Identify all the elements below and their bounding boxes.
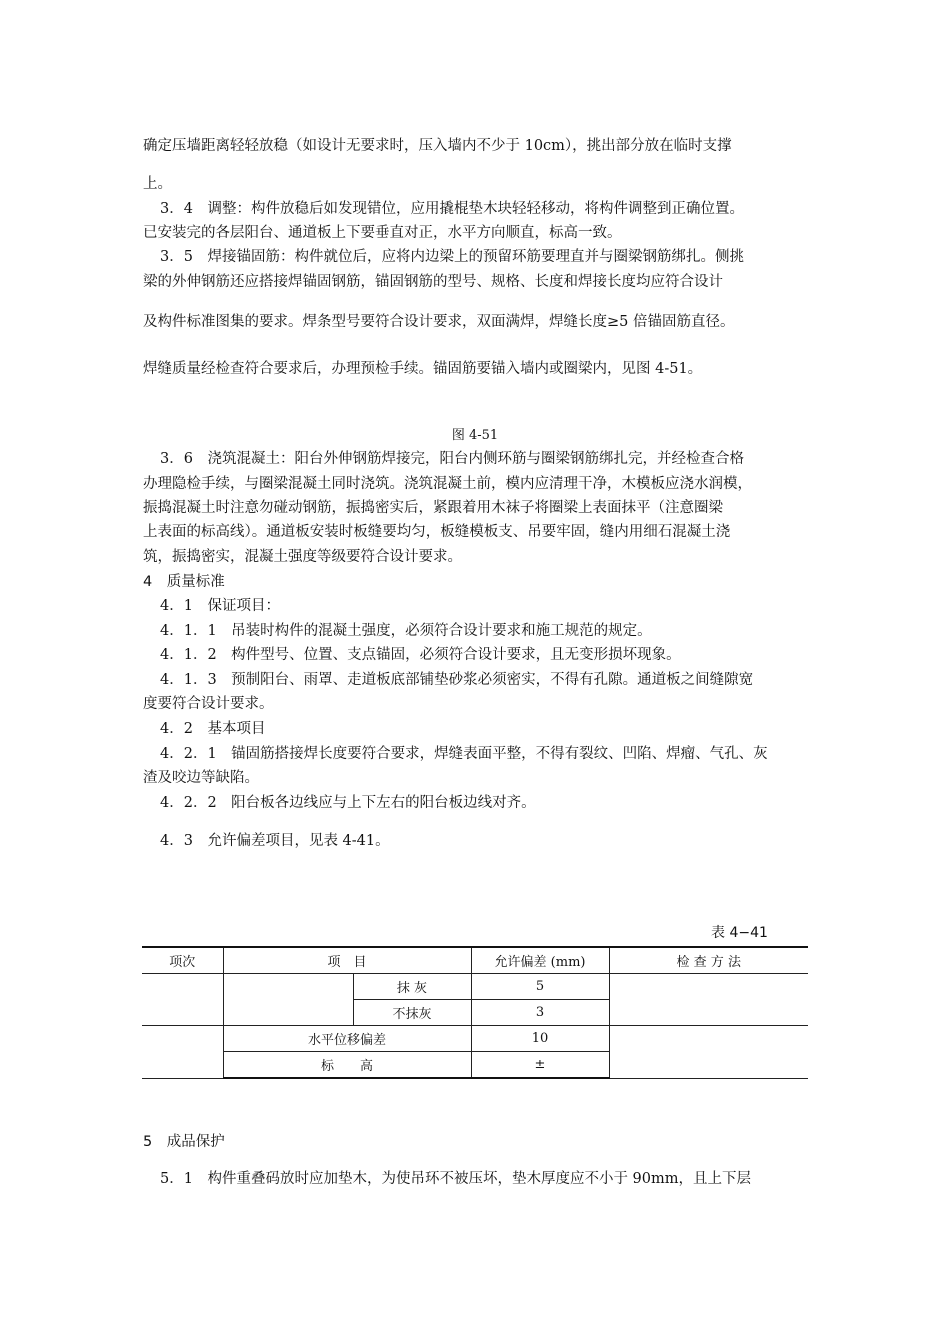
paragraph-line: 4．1．3 预制阳台、雨罩、走道板底部铺垫砂浆必须密实，不得有孔隙。通道板之间缝隙宽 — [160, 672, 754, 688]
paragraph-line: 渣及咬边等缺陷。 — [143, 770, 259, 786]
paragraph-line: 上。 — [143, 176, 172, 192]
paragraph-line: 确定压墙距离轻轻放稳（如设计无要求时，压入墙内不少于 10cm），挑出部分放在临时支撑 — [143, 138, 732, 154]
paragraph-line: 4．2．1 锚固筋搭接焊长度要符合要求，焊缝表面平整，不得有裂纹、凹陷、焊瘤、气孔、灰 — [160, 746, 768, 762]
paragraph-line: 5．1 构件重叠码放时应加垫木，为使吊环不被压坏，垫木厚度应不小于 90mm，且上下层 — [160, 1171, 752, 1187]
header-cell: 项次 — [142, 947, 223, 974]
figure-caption: 图 4-51 — [451, 428, 499, 443]
paragraph-line: 3．4 调整：构件放稳后如发现错位，应用撬棍垫木块轻轻移动，将构件调整到正确位置。 — [160, 201, 744, 217]
paragraph-line: 度要符合设计要求。 — [143, 696, 274, 712]
paragraph-line: 梁的外伸钢筋还应搭接焊锚固钢筋，锚固钢筋的型号、规格、长度和焊接长度均应符合设计 — [143, 274, 723, 290]
header-cell: 允许偏差 (mm) — [471, 947, 609, 974]
paragraph-line: 4．1．1 吊装时构件的混凝土强度，必须符合设计要求和施工规范的规定。 — [160, 623, 652, 639]
table-header-row — [142, 947, 808, 974]
section-heading: 5 成品保护 — [143, 1134, 225, 1150]
table-cell: 水平位移偏差 — [223, 1026, 471, 1052]
table-cell — [142, 974, 223, 1026]
paragraph-line: 上表面的标高线）。通道板安装时板缝要均匀，板缝模板支、吊要牢固，缝内用细石混凝土浇 — [143, 524, 731, 540]
paragraph-line: 筑，振捣密实，混凝土强度等级要符合设计要求。 — [143, 549, 462, 565]
table-cell — [142, 1026, 223, 1079]
table-cell — [609, 1026, 808, 1079]
table-cell: 3 — [471, 1000, 609, 1026]
paragraph-line: 3．5 焊接锚固筋：构件就位后，应将内边梁上的预留环筋要理直并与圈梁钢筋绑扎。侧挑 — [160, 249, 744, 265]
paragraph-line: 4．1．2 构件型号、位置、支点锚固，必须符合设计要求，且无变形损坏现象。 — [160, 647, 681, 663]
paragraph-line: 4．2．2 阳台板各边线应与上下左右的阳台板边线对齐。 — [160, 795, 536, 811]
table-cell: 抹 灰 — [353, 974, 471, 1000]
table-caption: 表 4−41 — [711, 925, 768, 941]
table-cell: 10 — [471, 1026, 609, 1052]
paragraph-line: 焊缝质量经检查符合要求后，办理预检手续。锚固筋要锚入墙内或圈梁内，见图 4-51。 — [143, 361, 703, 377]
table-cell — [609, 974, 808, 1026]
table-row — [142, 1026, 808, 1052]
table-cell: 标 高 — [223, 1052, 471, 1079]
section-heading: 4 质量标准 — [143, 574, 225, 590]
paragraph-line: 已安装完的各层阳台、通道板上下要垂直对正，水平方向顺直，标高一致。 — [143, 225, 622, 241]
table-row — [142, 974, 808, 1000]
paragraph-line: 办理隐检手续，与圈梁混凝土同时浇筑。浇筑混凝土前，模内应清理干净，木模板应浇水润模， — [143, 476, 752, 492]
header-cell: 项 目 — [223, 947, 471, 974]
paragraph-line: 4．3 允许偏差项目，见表 4-41。 — [160, 833, 390, 849]
tolerance-table — [142, 946, 808, 1079]
paragraph-line: 4．2 基本项目 — [160, 721, 266, 737]
table-cell: 不抹灰 — [353, 1000, 471, 1026]
paragraph-line: 4．1 保证项目： — [160, 598, 280, 614]
paragraph-line: 及构件标准图集的要求。焊条型号要符合设计要求，双面满焊，焊缝长度≥5 倍锚固筋直径。 — [143, 314, 735, 330]
header-cell: 检 查 方 法 — [609, 947, 808, 974]
table-cell: ± — [471, 1052, 609, 1079]
table-cell: 5 — [471, 974, 609, 1000]
paragraph-line: 3．6 浇筑混凝土：阳台外伸钢筋焊接完，阳台内侧环筋与圈梁钢筋绑扎完，并经检查合格 — [160, 451, 744, 467]
paragraph-line: 振捣混凝土时注意勿碰动钢筋，振捣密实后，紧跟着用木袜子将圈梁上表面抹平（注意圈梁 — [143, 500, 723, 516]
table-cell — [223, 974, 353, 1026]
